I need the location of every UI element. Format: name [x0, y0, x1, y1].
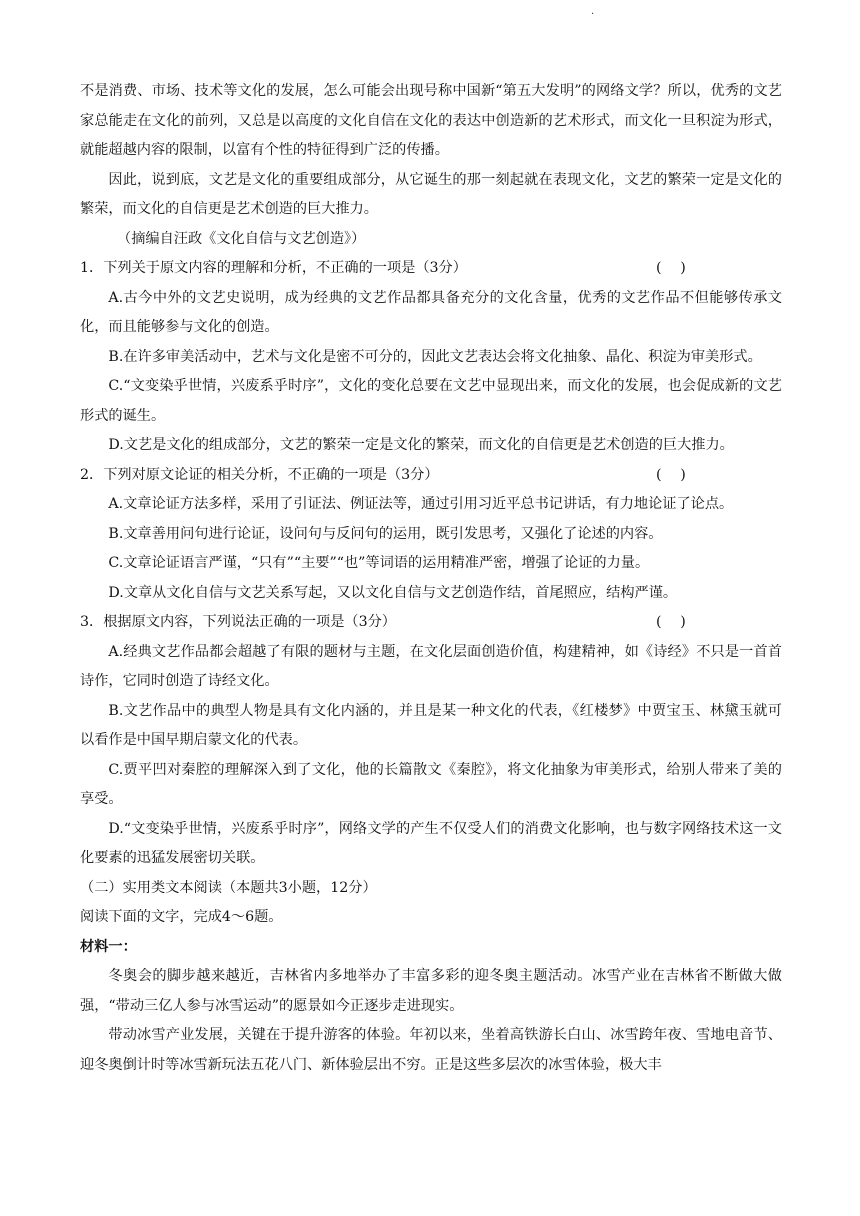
section-heading: （二）实用类文本阅读（本题共3小题，12分）	[80, 879, 377, 896]
q3-option-d: D.“文变染乎世情，兴废系乎时序”，网络文学的产生不仅受人们的消费文化影响，也与数字网络技术这一文化要素的迅猛发展密切关联。	[80, 820, 782, 866]
material-label: 材料一：	[80, 938, 137, 955]
question-2-stem	[80, 461, 782, 491]
q1-option-d: D.文艺是文化的组成部分，文艺的繁荣一定是文化的繁荣，而文化的自信更是艺术创造的巨大推力。	[108, 437, 734, 453]
answer-blank: ( )	[656, 260, 686, 276]
header-mark: .	[591, 6, 595, 17]
q2-option-d: D.文章从文化自信与文艺关系写起，又以文化自信与文艺创造作结，首尾照应，结构严谨。	[108, 584, 678, 601]
question-3-stem	[80, 608, 782, 638]
q2-option-b: B.文章善用问句进行论证，设问句与反问句的运用，既引发思考，又强化了论述的内容。	[108, 525, 663, 542]
answer-blank: ( )	[656, 466, 686, 483]
source-citation: （摘编自汪政《文化自信与文艺创造》）	[117, 230, 366, 247]
q3-option-b: B.文艺作品中的典型人物是具有文化内涵的，并且是某一种文化的代表，《红楼梦》中贾宝玉、林黛玉就可以看作是中国早期启蒙文化的代表。	[80, 702, 782, 748]
q3-option-c: C.贾平凹对秦腔的理解深入到了文化，他的长篇散文《秦腔》，将文化抽象为审美形式，给别人带来了美的享受。	[80, 761, 782, 807]
material-paragraph-2: 带动冰雪产业发展，关键在于提升游客的体验。年初以来，坐着高铁游长白山、冰雪跨年夜、雪地电音节、迎冬奥倒计时等冰雪新玩法五花八门、新体验层出不穷。正是这些多层次的冰雪体验，极大丰	[80, 1027, 782, 1073]
question-text: 1．下列关于原文内容的理解和分析，不正确的一项是（3分）	[80, 260, 467, 276]
material-paragraph-1: 冬奥会的脚步越来越近，吉林省内多地举办了丰富多彩的迎冬奥主题活动。冰雪产业在吉林省不断做大做强，“带动三亿人参与冰雪运动”的愿景如今正逐步走进现实。	[80, 968, 782, 1014]
document-body	[80, 77, 782, 1080]
answer-blank: ( )	[656, 614, 686, 630]
paragraph-conclusion: 因此，说到底，文艺是文化的重要组成部分，从它诞生的那一刻起就在表现文化，文艺的繁荣一定是文化的繁荣，而文化的自信更是艺术创造的巨大推力。	[80, 171, 782, 217]
section-instruction: 阅读下面的文字，完成4～6题。	[80, 909, 283, 925]
q1-option-a: A.古今中外的文艺史说明，成为经典的文艺作品都具备充分的文化含量，优秀的文艺作品不但能够传承文化，而且能够参与文化的创造。	[80, 289, 782, 335]
q2-option-a: A.文章论证方法多样，采用了引证法、例证法等，通过引用习近平总书记讲话，有力地论证了论点。	[108, 496, 734, 512]
question-text: 2．下列对原文论证的相关分析，不正确的一项是（3分）	[80, 466, 439, 483]
q1-option-c: C.“文变染乎世情，兴废系乎时序”，文化的变化总要在文艺中显现出来，而文化的发展，也会促成新的文艺形式的诞生。	[80, 378, 782, 424]
question-1-stem	[80, 254, 782, 284]
q2-option-c: C.文章论证语言严谨，“只有”“主要”“也”等词语的运用精准严密，增强了论证的力量。	[108, 555, 650, 571]
q3-option-a: A.经典文艺作品都会超越了有限的题材与主题，在文化层面创造价值，构建精神，如《诗经》不只是一首首诗作，它同时创造了诗经文化。	[80, 643, 782, 689]
question-text: 3．根据原文内容，下列说法正确的一项是（3分）	[80, 614, 396, 630]
q1-option-b: B.在许多审美活动中，艺术与文化是密不可分的，因此文艺表达会将文化抽象、晶化、积淀为审美形式。	[108, 348, 762, 365]
paragraph-continuation: 不是消费、市场、技术等文化的发展，怎么可能会出现号称中国新“第五大发明”的网络文学？所以，优秀的文艺家总能走在文化的前列，又总是以高度的文化自信在文化的表达中创造新的艺术形式，而文化一旦积淀为形式，就能超越内容的限制，以富有个性的特征得到广泛的传播。	[80, 83, 782, 158]
